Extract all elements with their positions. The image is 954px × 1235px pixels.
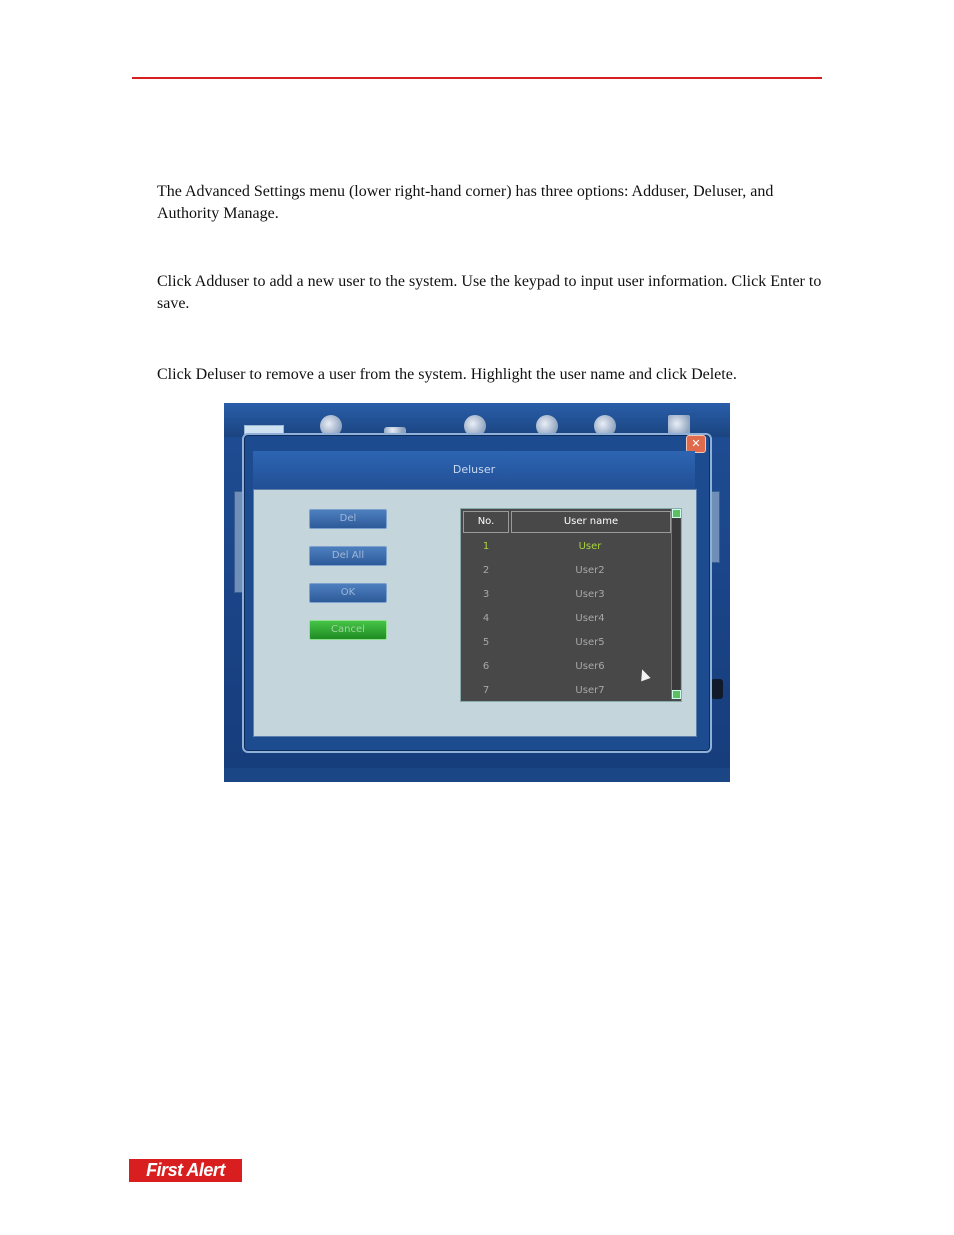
paragraph-advanced-settings: The Advanced Settings menu (lower right-hand corner) has three options: Adduser, Deluser, and Authority Manage.	[157, 183, 774, 222]
list-item[interactable]	[461, 583, 669, 607]
right-handle	[711, 679, 723, 699]
row-user-name: User6	[575, 661, 605, 672]
row-user-name: User4	[575, 613, 605, 624]
deluser-dialog	[242, 433, 712, 753]
header-rule	[132, 77, 822, 79]
list-item[interactable]	[461, 655, 669, 679]
list-scrollbar[interactable]	[671, 509, 680, 699]
row-user-name: User3	[575, 589, 605, 600]
dialog-body	[253, 489, 697, 737]
row-number: 3	[482, 589, 490, 600]
bottom-bar	[224, 768, 730, 782]
scroll-up-icon[interactable]	[672, 509, 681, 518]
cancel-button[interactable]: Cancel	[309, 620, 387, 640]
row-number: 6	[482, 661, 490, 672]
row-number: 5	[482, 637, 490, 648]
list-item[interactable]	[461, 631, 669, 655]
column-header-user-name: User name	[511, 511, 671, 533]
close-icon[interactable]: ✕	[686, 435, 706, 453]
ok-button[interactable]: OK	[309, 583, 387, 603]
row-user-name: User2	[575, 565, 605, 576]
del-all-button[interactable]: Del All	[309, 546, 387, 566]
row-number: 7	[482, 685, 490, 696]
row-number: 2	[482, 565, 490, 576]
top-menu-bar	[224, 403, 730, 437]
paragraph-deluser: Click Deluser to remove a user from the system. Highlight the user name and click Delete.	[157, 366, 737, 383]
dialog-title: Deluser	[253, 451, 695, 489]
scroll-down-icon[interactable]	[672, 690, 681, 699]
row-number: 1	[482, 541, 490, 552]
list-item[interactable]	[461, 559, 669, 583]
user-list[interactable]	[460, 508, 682, 702]
deluser-screenshot	[224, 403, 730, 782]
row-user-name: User7	[575, 685, 605, 696]
paragraph-adduser: Click Adduser to add a new user to the system. Use the keypad to input user information. Click Enter to save.	[157, 273, 822, 312]
list-item[interactable]	[461, 607, 669, 631]
row-number: 4	[482, 613, 490, 624]
del-button[interactable]: Del	[309, 509, 387, 529]
list-item[interactable]	[461, 535, 669, 559]
column-header-no: No.	[463, 511, 509, 533]
row-user-name: User5	[575, 637, 605, 648]
list-item[interactable]	[461, 679, 669, 703]
row-user-name: User	[578, 541, 602, 552]
first-alert-logo: First Alert	[129, 1159, 242, 1182]
